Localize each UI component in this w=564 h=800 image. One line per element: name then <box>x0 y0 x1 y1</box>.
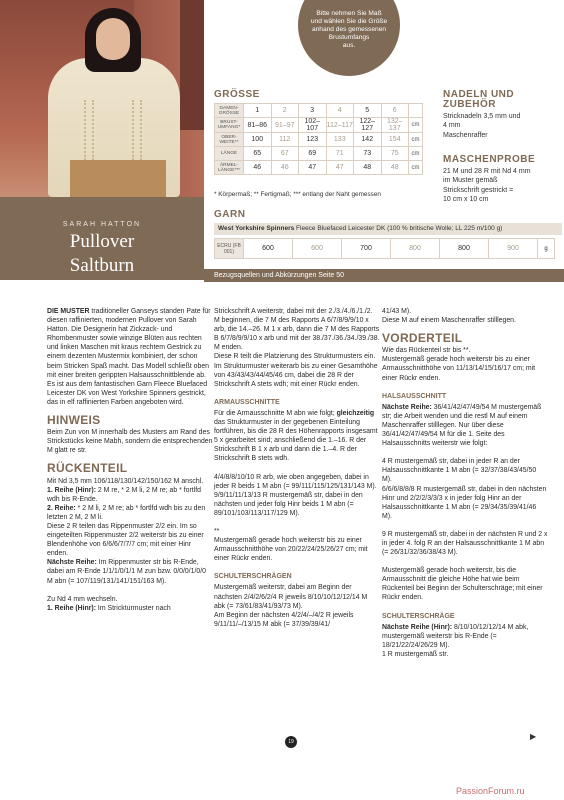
section-heading-hinweis: HINWEIS <box>47 413 101 428</box>
needles-line: Stricknadeln 3,5 mm und <box>443 113 521 120</box>
size-footnote: * Körpermaß; ** Fertigmaß; *** entlang der Naht gemessen <box>214 191 381 198</box>
gauge-line: im Muster gemäß <box>443 177 498 185</box>
gauge-line: 21 M und 28 R mit Nd 4 mm <box>443 168 531 175</box>
size-row-label: ÄRMEL-LÄNGE*** <box>215 161 244 175</box>
badge-line: aus. <box>342 42 356 49</box>
pattern-title-line2: Saltburn <box>69 255 135 276</box>
size-cell: 73 <box>354 147 382 161</box>
size-row-label: LÄNGE <box>215 147 244 161</box>
size-cell: 71 <box>326 147 354 161</box>
size-cell: 112 <box>271 133 299 147</box>
pattern-title-line1: Pullover <box>69 231 135 252</box>
schulter-end-paragraph: 41/43 M). Diese M auf einem Maschenraffer stilllegen. <box>382 308 516 325</box>
size-cell: 75 <box>381 147 409 161</box>
badge-line: Brustumfangs <box>328 34 370 41</box>
needles-line: Maschenraffer <box>443 131 488 139</box>
yarn-heading: GARN <box>214 209 246 220</box>
size-cell: 132–137 <box>381 118 409 133</box>
yarn-cell: 600 <box>244 239 293 259</box>
size-row <box>215 161 423 175</box>
designer-name: SARAH HATTON <box>62 221 142 228</box>
size-cell: 47 <box>299 161 327 175</box>
size-row <box>215 147 423 161</box>
photo-frame <box>180 0 204 130</box>
model-photo <box>0 0 204 197</box>
yarn-desc: Fleece Bluefaced Leicester DK (100 % britische Wolle; LL 225 m/100 g) <box>294 225 503 232</box>
size-cell: 133 <box>326 133 354 147</box>
badge-line: anhand des gemessenen <box>311 26 387 33</box>
size-unit: cm <box>409 118 423 133</box>
yarn-row <box>215 239 555 259</box>
watermark: PassionForum.ru <box>456 786 525 796</box>
halsausschnitt-paragraph-3: 9 R mustergemäß str, dabei in der nächsten R und 2 x in jeder 4. folg R an der Halsausschnittkante 1 M abn (= 26/31/32/36/38/43 M). <box>382 530 548 557</box>
halsausschnitt-paragraph-2: 4 R mustergemäß str, dabei in jeder R an der Halsausschnittkante 1 M abn (= 32/37/38/43/45/50 M). 6/6/6/8/8/8 R mustergemäß str, dabei in den nächsten Hinr und 2/2/2/3/3/3 x in jeder folg Hinr an der Halsausschnittkante 1 M abn (= 29/34/35/39/41/46 M). <box>382 458 547 520</box>
section-heading-halsausschnitt: HALSAUSSCHNITT <box>382 392 447 400</box>
gauge-line: 10 cm x 10 cm <box>443 196 489 204</box>
size-unit: cm <box>409 133 423 147</box>
page-number: 19 <box>285 736 297 748</box>
size-row <box>215 104 423 118</box>
photo-face <box>96 18 130 60</box>
gauge-text <box>443 167 531 205</box>
schulterschraegen-paragraph: Mustergemäß weiterstr, dabei am Beginn der nächsten 2/4/2/6/2/4 R jeweils 8/10/10/12/12/14 M abk (= 73/61/83/41/93/73 M). Am Beginn der nächsten 4/2/4/–/4/2 R jeweils 9/11/11/–/13/15 M abk (= 37/39/39/41/ <box>214 584 368 628</box>
size-row <box>215 118 423 133</box>
needles-text <box>443 112 520 140</box>
size-row-label: DAMEN-GRÖSSE <box>215 104 244 118</box>
rueckenteil-paragraph: Mit Nd 3,5 mm 106/118/130/142/150/162 M anschl. 1. Reihe (Hinr): 2 M re, * 2 M li, 2 M re; ab * fortlfd wdh bis R-Ende. 2. Reihe: * 2 M li, 2 M re; ab * fortlfd wdh bis zu den letzten 2 M, 2 M li. Diese 2 R teilen das Rippenmuster 2/2 ein. Im so eingeteilten Rippenmuster 2/2 weiterstr bis zu einer Blendenhöhe von 6/6/6/7/7/7 cm; mit einer Hinr enden. Nächste Reihe: Im Rippenmuster str bis R-Ende, dabei am R-Ende 1/1/1/0/1/1 M zun bzw. 0/0/0/1/0/0 M abn (= 107/119/131/141/151/163 M). <box>47 477 206 585</box>
size-table <box>214 103 423 175</box>
halsausschnitt-paragraph: Nächste Reihe: 36/41/42/47/49/54 M mustergemäß str; die Arbeit wenden und die restl M auf einem Maschenraffer stilllegen. Nur über diese 36/41/42/47/49/54 M für die 1. Seite des Halsausschnitts weiterstr wie folgt: <box>382 403 542 448</box>
section-heading-rueckenteil: RÜCKENTEIL <box>47 461 128 476</box>
size-cell: 81–86 <box>244 118 272 133</box>
rueckenteil-paragraph-2: Zu Nd 4 mm wechseln. 1. Reihe (Hinr): Im Strickturmuster nach <box>47 595 171 612</box>
title-box <box>0 197 204 280</box>
hinweis-paragraph: Beim Zun von M innerhalb des Musters am Rand des Strickstücks keine Mabh, sondern die entsprechenden M glatt re str. <box>47 429 213 455</box>
size-cell: 2 <box>271 104 299 118</box>
size-cell: 102–107 <box>299 118 327 133</box>
vorderteil-paragraph: Wie das Rückenteil str bis **. Mustergemäß gerade hoch weiterstr bis zu einer Armausschnitthöhe von 11/13/14/15/16/17 cm; mit einer Rückr enden. <box>382 347 536 382</box>
measure-badge <box>298 0 400 76</box>
section-heading-schulterschraegen: SCHULTERSCHRÄGEN <box>214 573 292 581</box>
size-row <box>215 133 423 147</box>
needles-line: 4 mm <box>443 122 461 130</box>
yarn-cell: 700 <box>342 239 391 259</box>
photo-skirt <box>70 160 166 197</box>
size-cell: 142 <box>354 133 382 147</box>
photo-cable <box>132 100 142 160</box>
size-unit: cm <box>409 161 423 175</box>
size-cell: 100 <box>244 133 272 147</box>
size-cell: 91–97 <box>271 118 299 133</box>
size-cell: 48 <box>381 161 409 175</box>
size-cell: 5 <box>354 104 382 118</box>
badge-line: Bitte nehmen Sie Maß <box>316 10 382 17</box>
yarn-color-label: ECRU (FB 001) <box>215 239 244 259</box>
section-heading-armausschnitte: ARMAUSSCHNITTE <box>214 398 280 406</box>
size-cell: 122–127 <box>354 118 382 133</box>
armausschnitte-paragraph-2: 4/4/8/8/10/10 R arb, wie oben angegeben, dabei in jeder R beids 1 M abn (= 99/111/115/125/131/143 M). 9/9/11/11/13/13 R mustergemäß str, dabei in den nächsten und jeder folg Hinr beids 1 M abn (= 89/101/103/113/117/129 M). <box>214 473 377 517</box>
size-cell: 154 <box>381 133 409 147</box>
text-column-3 <box>382 307 548 668</box>
section-heading-vorderteil: VORDERTEIL <box>382 331 463 346</box>
yarn-description <box>214 223 562 235</box>
text-column-2 <box>214 307 380 638</box>
size-cell: 46 <box>271 161 299 175</box>
yarn-unit: g <box>538 239 555 259</box>
schulterschraege-paragraph: Nächste Reihe (Hinr): 8/10/10/12/12/14 M abk, mustergemäß weiterstr bis R-Ende (= 18/21/22/24/26/29 M). 1 R mustergemäß str. <box>382 623 529 658</box>
source-bar: Bezugsquellen und Abkürzungen Seite 50 <box>204 269 564 282</box>
size-unit <box>409 104 423 118</box>
gauge-line: Strickschrift gestrickt = <box>443 186 514 194</box>
armausschnitte-paragraph: Für die Armausschnitte M abn wie folgt; gleichzeitig das Strukturmuster in der gegebenen Einteilung fortführen, bis die 28 R des Höhenrapports insgesamt 5 x gearbeitet sind; anschließend die 1.–16. R der Strickschrift B 1 x arb und dann die 1.–4. R der Strickschrift B stets wdh. <box>214 409 378 463</box>
size-cell: 48 <box>354 161 382 175</box>
needles-heading-1: NADELN UND <box>443 89 515 100</box>
yarn-cell: 900 <box>489 239 538 259</box>
size-cell: 69 <box>299 147 327 161</box>
photo-cable <box>84 100 94 160</box>
yarn-brand: West Yorkshire Spinners <box>218 225 295 232</box>
yarn-cell: 800 <box>440 239 489 259</box>
size-heading: GRÖSSE <box>214 89 260 100</box>
yarn-cell: 600 <box>293 239 342 259</box>
size-cell: 47 <box>326 161 354 175</box>
size-cell: 46 <box>244 161 272 175</box>
size-row-label: OBER-WEITE** <box>215 133 244 147</box>
yarn-table <box>214 238 555 259</box>
armausschnitte-paragraph-3: ** Mustergemäß gerade hoch weiterstr bis zu einer Armausschnitthöhe von 20/22/24/25/26/27 cm; mit einer Rückr enden. <box>214 527 368 563</box>
size-cell: 65 <box>244 147 272 161</box>
continue-arrow-icon: ▶ <box>530 732 537 741</box>
size-cell: 1 <box>244 104 272 118</box>
needles-heading-2: ZUBEHÖR <box>443 99 496 110</box>
size-cell: 67 <box>271 147 299 161</box>
section-heading-schulterschraege: SCHULTERSCHRÄGE <box>382 612 455 620</box>
size-cell: 4 <box>326 104 354 118</box>
pattern-paragraph: Strickschrift A weiterstr, dabei mit der 2./3./4./6./1./2. M beginnen, die 7 M des Rapports A 6/7/8/9/9/10 x arb, die 14.–26. M 1 x arb, dann die 7 M des Rapports B 6/7/8/9/9/10 x arb und mit der 38./37./36./34./39./38. M enden. Diese R teilt die Platzierung des Strukturmusters ein. Im Strukturmuster weiterarb bis zu einer Gesamthöhe von 43/43/43/44/45/46 cm, dabei die 28 R der Strickschrift A stets wdh; mit einer Rückr enden. <box>214 308 380 388</box>
size-cell: 112–117 <box>326 118 354 133</box>
size-cell: 6 <box>381 104 409 118</box>
gauge-heading: MASCHENPROBE <box>443 154 536 165</box>
halsausschnitt-paragraph-4: Mustergemäß gerade hoch weiterstr, bis die Armausschnitt die gleiche Höhe hat wie beim Rückenteil bei Beginn der Schulterschräge; mit einer Rückr enden. <box>382 567 543 602</box>
intro-paragraph: DIE MUSTER traditioneller Ganseys standen Pate für diesen raffinierten, modernen Pullover von Sarah Hatton. Die Designerin hat Zickzack- und Rhombenmuster sowie winzige Blüten aus rechten und linken Maschen mit kraus rechtem Gestrick zu einem dezenten Mustermix kombiniert, der schon beim Stricken Spaß macht. Das Modell schließt oben mit einer breiten gerippten Halsausschnittblende ab. Es ist aus dem fantastischen Garn Fleece Bluefaced Leicester DK von West Yorkshire Spinners gestrickt, das in elf raffinierten Farben angeboten wird. <box>47 308 211 406</box>
size-cell: 3 <box>299 104 327 118</box>
badge-line: und wählen Sie die Größe <box>310 18 388 25</box>
text-column-1 <box>47 307 213 622</box>
size-cell: 123 <box>299 133 327 147</box>
size-unit: cm <box>409 147 423 161</box>
size-row-label: BRUST-UMFANG* <box>215 118 244 133</box>
yarn-cell: 800 <box>391 239 440 259</box>
